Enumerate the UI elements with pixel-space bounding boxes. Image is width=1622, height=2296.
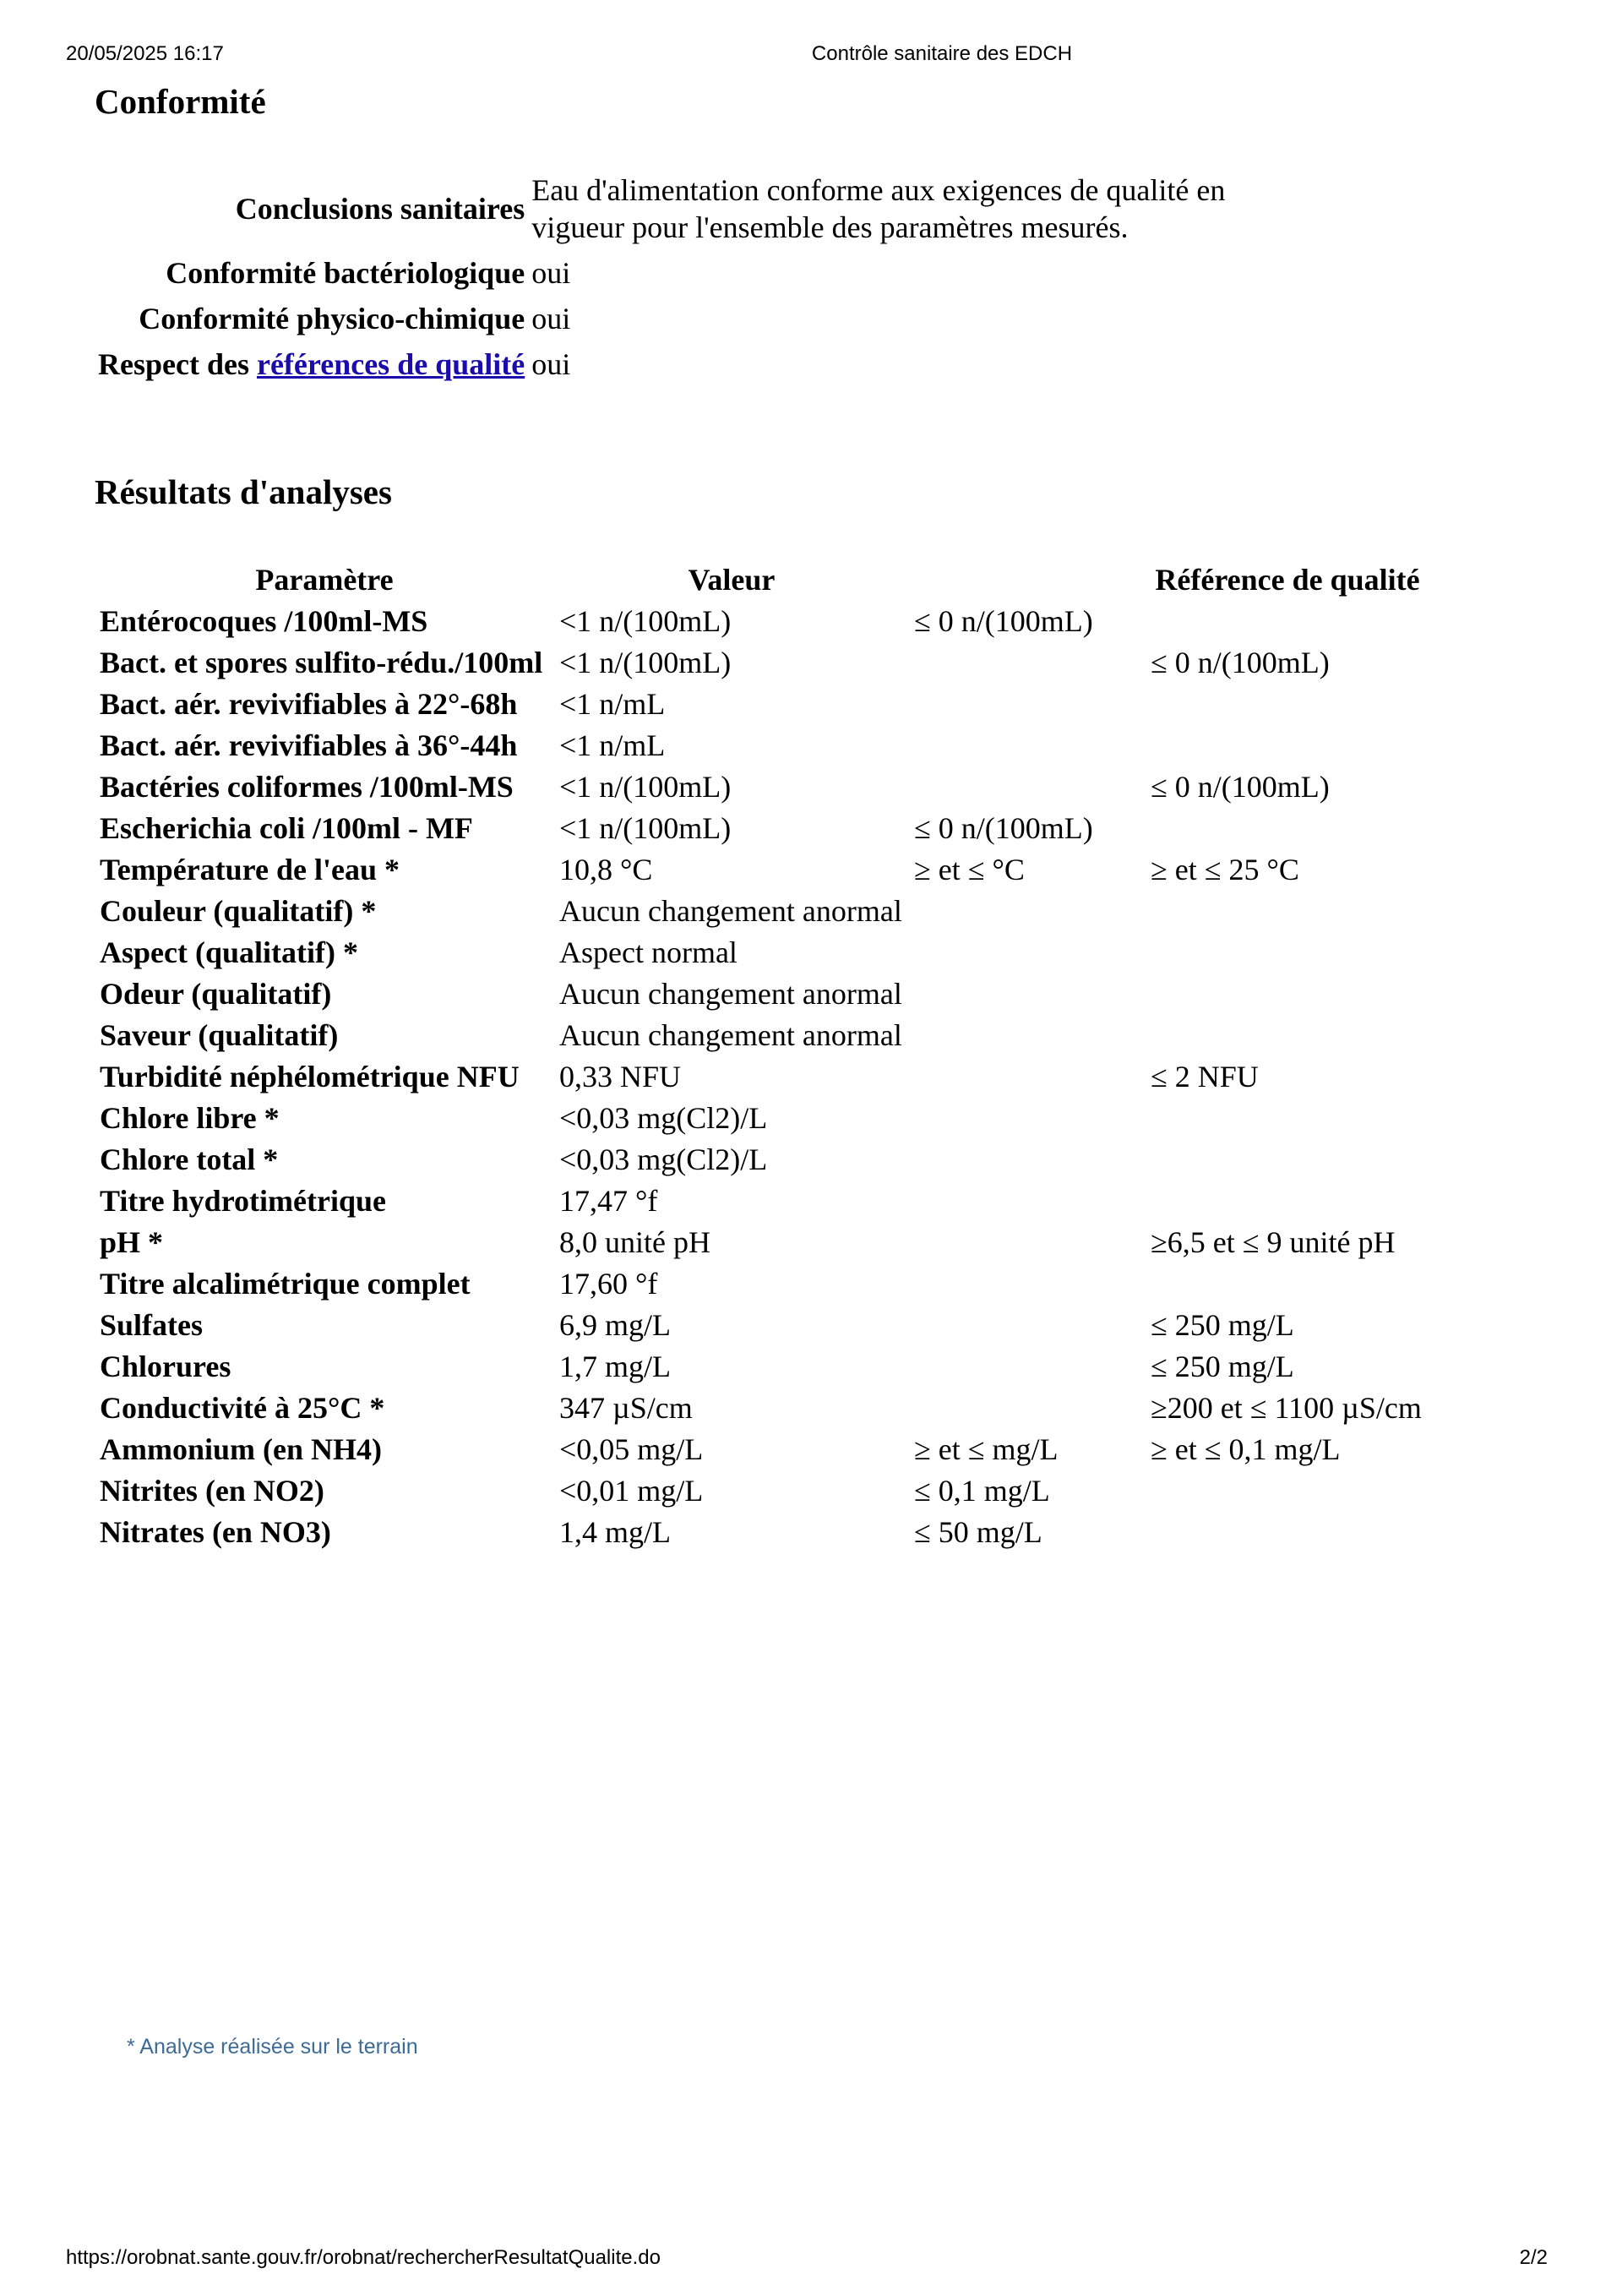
conformite-label: Conformité physico-chimique	[139, 302, 525, 335]
cell-valeur: <1 n/(100mL)	[559, 604, 732, 638]
cell-valeur: Aspect normal	[559, 935, 738, 969]
cell-limite	[909, 1305, 1146, 1346]
cell-parametre: Conductivité à 25°C *	[100, 1391, 385, 1425]
col-header-limite	[909, 559, 1146, 601]
cell-reference	[1146, 1015, 1429, 1056]
cell-limite: ≥ et ≤ °C	[914, 853, 1025, 886]
cell-parametre: Chlore libre *	[100, 1101, 280, 1135]
cell-reference	[1146, 973, 1429, 1015]
cell-parametre: Escherichia coli /100ml - MF	[100, 811, 473, 845]
cell-limite	[909, 642, 1146, 684]
cell-limite	[909, 766, 1146, 808]
table-row	[95, 1346, 1429, 1388]
table-row	[95, 849, 1429, 891]
conformite-row	[95, 341, 1320, 387]
col-header-reference: Référence de qualité	[1155, 563, 1420, 597]
cell-limite	[909, 1346, 1146, 1388]
cell-parametre: Bact. aér. revivifiables à 22°-68h	[100, 687, 518, 721]
cell-reference	[1146, 891, 1429, 932]
cell-reference: ≤ 250 mg/L	[1151, 1350, 1294, 1383]
cell-reference	[1146, 1470, 1429, 1512]
cell-reference	[1146, 601, 1429, 642]
cell-reference	[1146, 725, 1429, 766]
cell-valeur: <0,05 mg/L	[559, 1432, 704, 1466]
cell-parametre: Turbidité néphélométrique NFU	[100, 1060, 520, 1093]
references-label-prefix: Respect des	[98, 347, 257, 381]
print-page-number: 2/2	[1519, 2246, 1548, 2269]
conformite-heading: Conformité	[95, 82, 266, 121]
cell-limite	[909, 1222, 1146, 1263]
field-analysis-note: * Analyse réalisée sur le terrain	[127, 2035, 418, 2059]
table-row	[95, 891, 1429, 932]
cell-limite: ≤ 50 mg/L	[914, 1515, 1042, 1549]
cell-valeur: <0,03 mg(Cl2)/L	[559, 1101, 768, 1135]
table-row	[95, 725, 1429, 766]
conformite-value: Eau d'alimentation conforme aux exigences de qualité en vigueur pour l'ensemble des paramètres mesurés.	[531, 173, 1226, 244]
cell-parametre: Chlore total *	[100, 1143, 279, 1176]
cell-parametre: Sulfates	[100, 1308, 204, 1342]
cell-limite	[909, 1263, 1146, 1305]
cell-parametre: Entérocoques /100ml-MS	[100, 604, 428, 638]
table-row	[95, 1015, 1429, 1056]
cell-parametre: Titre alcalimétrique complet	[100, 1267, 471, 1301]
cell-parametre: Saveur (qualitatif)	[100, 1018, 339, 1052]
cell-valeur: <0,01 mg/L	[559, 1474, 704, 1508]
cell-reference: ≤ 0 n/(100mL)	[1151, 646, 1330, 679]
cell-parametre: Aspect (qualitatif) *	[100, 935, 358, 969]
table-row	[95, 601, 1429, 642]
table-row	[95, 684, 1429, 725]
cell-parametre: Couleur (qualitatif) *	[100, 894, 377, 928]
cell-parametre: Ammonium (en NH4)	[100, 1432, 382, 1466]
cell-limite	[909, 1139, 1146, 1181]
cell-reference	[1146, 932, 1429, 973]
table-row	[95, 1305, 1429, 1346]
cell-parametre: Nitrites (en NO2)	[100, 1474, 324, 1508]
table-row	[95, 1429, 1429, 1470]
cell-reference	[1146, 808, 1429, 849]
cell-valeur: 10,8 °C	[559, 853, 653, 886]
conformite-value: oui	[531, 256, 571, 290]
cell-limite	[909, 1098, 1146, 1139]
table-row	[95, 1139, 1429, 1181]
table-row	[95, 1222, 1429, 1263]
conformite-label: Conclusions sanitaires	[235, 192, 525, 226]
cell-valeur: 6,9 mg/L	[559, 1308, 671, 1342]
cell-valeur: <1 n/mL	[559, 728, 666, 762]
cell-valeur: 17,47 °f	[559, 1184, 658, 1218]
cell-parametre: Nitrates (en NO3)	[100, 1515, 331, 1549]
cell-reference: ≥ et ≤ 25 °C	[1151, 853, 1299, 886]
table-row	[95, 1388, 1429, 1429]
print-page-title: Contrôle sanitaire des EDCH	[811, 42, 1073, 65]
conformite-label	[95, 341, 528, 387]
cell-limite	[909, 1015, 1146, 1056]
table-header-row	[95, 559, 1429, 601]
print-datetime: 20/05/2025 16:17	[66, 42, 224, 65]
cell-reference	[1146, 684, 1429, 725]
cell-limite: ≤ 0 n/(100mL)	[914, 811, 1093, 845]
cell-parametre: Chlorures	[100, 1350, 231, 1383]
cell-reference	[1146, 1181, 1429, 1222]
cell-parametre: pH *	[100, 1225, 164, 1259]
cell-limite: ≤ 0,1 mg/L	[914, 1474, 1050, 1508]
cell-limite	[909, 891, 1146, 932]
col-header-parametre: Paramètre	[255, 563, 394, 597]
cell-reference: ≥6,5 et ≤ 9 unité pH	[1151, 1225, 1396, 1259]
cell-valeur: Aucun changement anormal	[559, 1018, 902, 1052]
cell-parametre: Titre hydrotimétrique	[100, 1184, 386, 1218]
cell-valeur: Aucun changement anormal	[559, 894, 902, 928]
table-row	[95, 1098, 1429, 1139]
col-header-valeur: Valeur	[688, 563, 776, 597]
cell-reference: ≤ 0 n/(100mL)	[1151, 770, 1330, 804]
cell-parametre: Bact. aér. revivifiables à 36°-44h	[100, 728, 518, 762]
cell-limite: ≥ et ≤ mg/L	[914, 1432, 1059, 1466]
cell-limite	[909, 725, 1146, 766]
resultats-table	[95, 559, 1429, 1553]
cell-valeur: <1 n/(100mL)	[559, 811, 732, 845]
cell-limite	[909, 932, 1146, 973]
references-qualite-link[interactable]: références de qualité	[256, 347, 525, 381]
cell-valeur: 17,60 °f	[559, 1267, 658, 1301]
cell-parametre: Bact. et spores sulfito-rédu./100ml	[100, 646, 543, 679]
table-row	[95, 1263, 1429, 1305]
conformite-value: oui	[531, 347, 571, 381]
cell-valeur: 8,0 unité pH	[559, 1225, 710, 1259]
table-row	[95, 808, 1429, 849]
cell-reference: ≥ et ≤ 0,1 mg/L	[1151, 1432, 1341, 1466]
resultats-heading: Résultats d'analyses	[95, 472, 392, 511]
cell-parametre: Température de l'eau *	[100, 853, 400, 886]
cell-limite	[909, 973, 1146, 1015]
cell-valeur: <1 n/(100mL)	[559, 646, 732, 679]
conformite-row	[95, 296, 1320, 341]
cell-valeur: <1 n/mL	[559, 687, 666, 721]
cell-limite: ≤ 0 n/(100mL)	[914, 604, 1093, 638]
cell-reference: ≤ 2 NFU	[1151, 1060, 1259, 1093]
cell-limite	[909, 1388, 1146, 1429]
cell-parametre: Odeur (qualitatif)	[100, 977, 332, 1011]
cell-reference	[1146, 1263, 1429, 1305]
cell-reference	[1146, 1098, 1429, 1139]
print-url: https://orobnat.sante.gouv.fr/orobnat/rechercherResultatQualite.do	[66, 2246, 661, 2269]
table-row	[95, 642, 1429, 684]
cell-valeur: 0,33 NFU	[559, 1060, 682, 1093]
cell-valeur: 1,7 mg/L	[559, 1350, 671, 1383]
table-row	[95, 1470, 1429, 1512]
table-row	[95, 1056, 1429, 1098]
cell-limite	[909, 1181, 1146, 1222]
cell-reference: ≥200 et ≤ 1100 µS/cm	[1151, 1391, 1422, 1425]
cell-valeur: <1 n/(100mL)	[559, 770, 732, 804]
cell-reference	[1146, 1512, 1429, 1553]
cell-parametre: Bactéries coliformes /100ml-MS	[100, 770, 514, 804]
conformite-value: oui	[531, 302, 571, 335]
table-row	[95, 1512, 1429, 1553]
cell-limite	[909, 1056, 1146, 1098]
table-row	[95, 1181, 1429, 1222]
cell-reference	[1146, 1139, 1429, 1181]
conformite-row	[95, 167, 1320, 250]
cell-valeur: 1,4 mg/L	[559, 1515, 671, 1549]
table-row	[95, 973, 1429, 1015]
conformite-row	[95, 250, 1320, 296]
cell-valeur: Aucun changement anormal	[559, 977, 902, 1011]
conformite-label: Conformité bactériologique	[166, 256, 525, 290]
table-row	[95, 766, 1429, 808]
cell-limite	[909, 684, 1146, 725]
cell-valeur: 347 µS/cm	[559, 1391, 693, 1425]
cell-valeur: <0,03 mg(Cl2)/L	[559, 1143, 768, 1176]
conformite-table	[95, 167, 1320, 387]
cell-reference: ≤ 250 mg/L	[1151, 1308, 1294, 1342]
table-row	[95, 932, 1429, 973]
